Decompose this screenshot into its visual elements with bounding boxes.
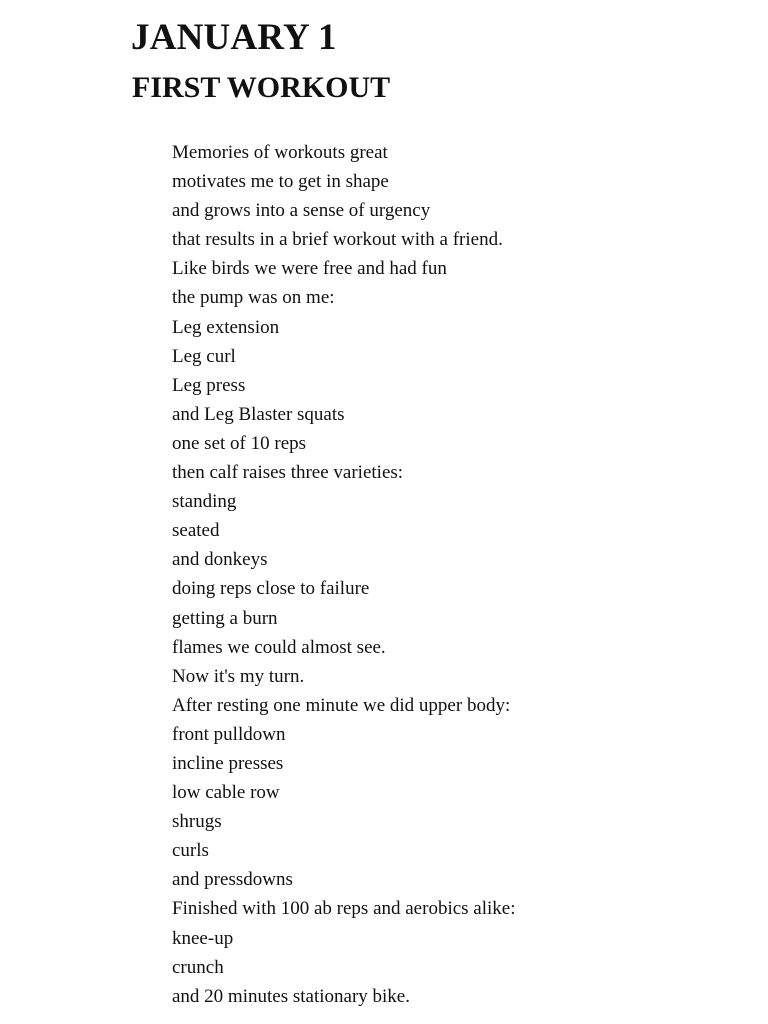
poem-line: Finished with 100 ab reps and aerobics alike: [172,898,516,920]
poem-body [172,138,516,1011]
poem-line: curls [172,840,209,862]
poem-line: knee-up [172,927,234,949]
page-title: JANUARY 1 [131,17,337,58]
poem-line: incline presses [172,752,284,774]
poem-line: and Leg Blaster squats [172,403,345,425]
poem-line: Like birds we were free and had fun [172,258,447,280]
poem-line: seated [172,520,220,542]
poem-line: motivates me to get in shape [172,171,389,193]
poem-line: and 20 minutes stationary bike. [172,985,410,1007]
poem-line: Leg curl [172,345,236,367]
poem-line: Memories of workouts great [172,142,388,163]
poem-line: that results in a brief workout with a friend. [172,229,503,251]
poem-line: and donkeys [172,549,268,571]
poem-line: low cable row [172,782,280,804]
poem-line: one set of 10 reps [172,432,307,454]
poem-line: standing [172,491,237,513]
poem-line: and pressdowns [172,869,293,891]
poem-line: crunch [172,956,224,978]
poem-line: After resting one minute we did upper body: [172,694,511,716]
poem-line: getting a burn [172,607,278,629]
page-subtitle: FIRST WORKOUT [132,71,391,104]
poem-line: doing reps close to failure [172,578,370,600]
poem-line: shrugs [172,811,222,833]
poem-line: then calf raises three varieties: [172,462,404,484]
poem-line: flames we could almost see. [172,636,386,658]
poem-line: Leg press [172,374,246,396]
poem-line: the pump was on me: [172,287,335,309]
poem-line: and grows into a sense of urgency [172,200,431,222]
poem-line: front pulldown [172,723,286,745]
poem-line: Now it's my turn. [172,665,305,687]
poem-line: Leg extension [172,316,280,338]
